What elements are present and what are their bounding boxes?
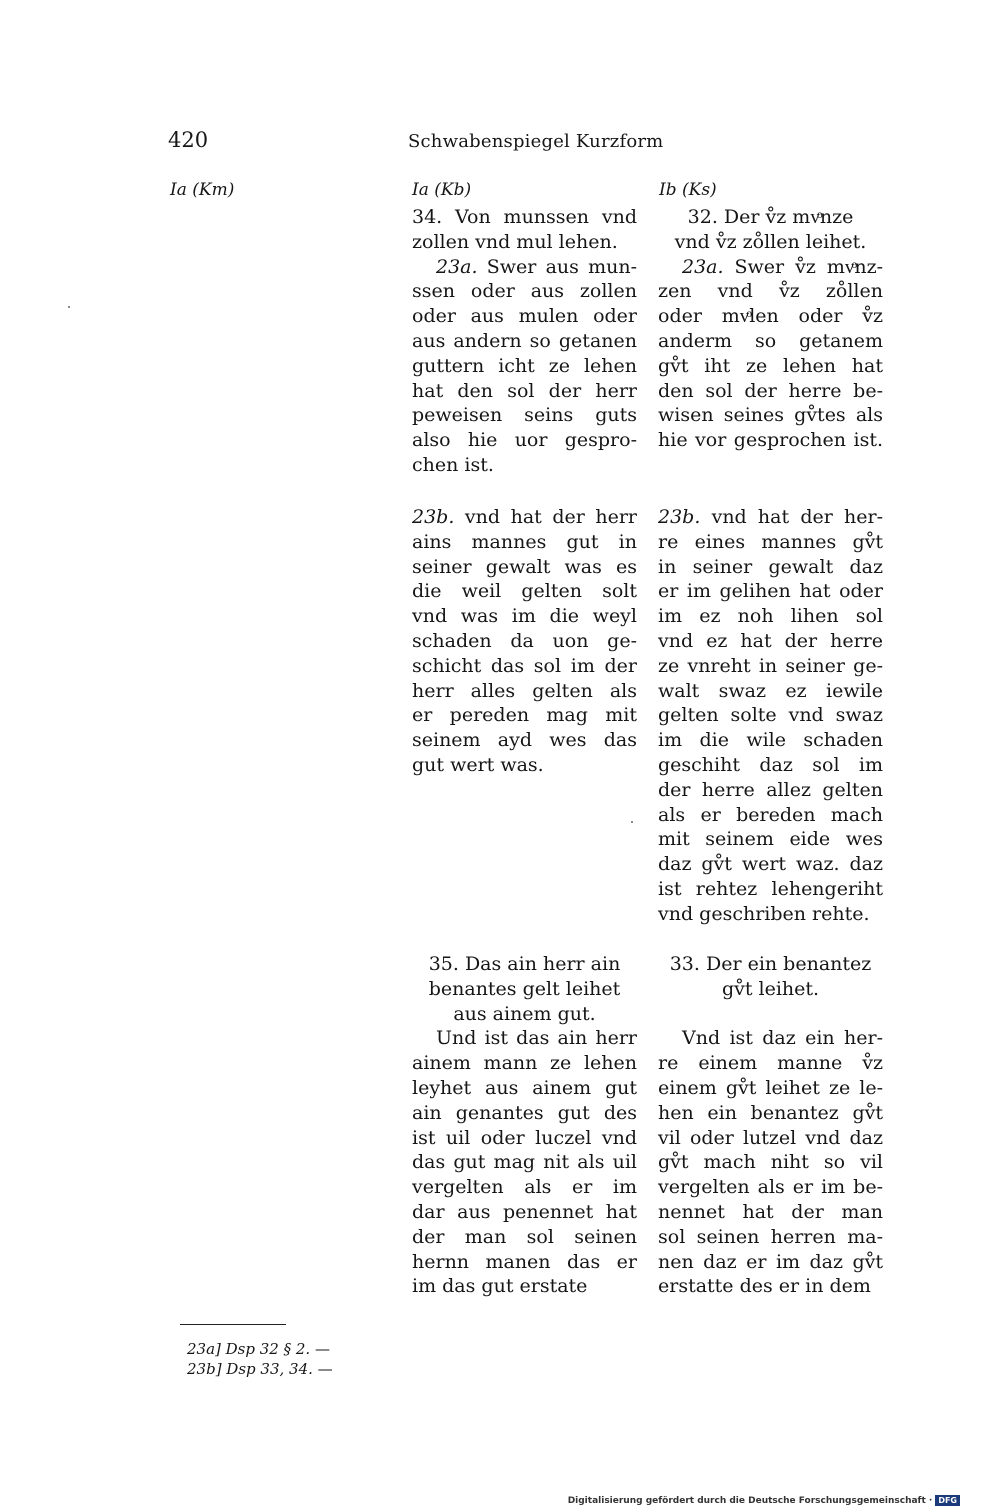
- text-line: den sol der herre be-: [658, 379, 883, 402]
- ks-section-33: [658, 952, 883, 1299]
- kb-section-34: [412, 205, 637, 478]
- text-line: vnd geschriben rehte.: [658, 902, 870, 925]
- text-line: im das gut erstate: [412, 1275, 588, 1298]
- text-line: Swer aus mun-: [477, 255, 637, 278]
- text-line: das gut mag nit als uil: [412, 1151, 637, 1174]
- text-line: erstatte des er in dem: [658, 1275, 871, 1298]
- text-line: re eines mannes gv̊t: [658, 530, 883, 553]
- text-line: sol seinen herren ma-: [658, 1225, 883, 1248]
- paragraph-label: 23a.: [682, 255, 724, 278]
- text-line: schicht das sol im der: [412, 654, 637, 677]
- section-heading-line: 32. Der v̊z mvͦnze: [687, 206, 854, 228]
- text-line: vergelten als er im be-: [658, 1176, 883, 1199]
- digitization-notice-text: Digitalisierung gefördert durch die Deutsche Forschungsgemeinschaft ·: [567, 1496, 933, 1506]
- text-line: seinem ayd wes das: [412, 729, 637, 752]
- scan-speck: [68, 306, 70, 308]
- footnote: 23b] Dsp 33, 34. —: [187, 1360, 333, 1378]
- text-line: geschiht daz sol im: [658, 753, 883, 776]
- text-line: die weil gelten solt: [412, 580, 637, 603]
- text-line: leyhet aus ainem gut: [412, 1076, 637, 1099]
- text-line: daz gv̊t wert waz. daz: [658, 853, 883, 876]
- footnote-rule: [180, 1324, 286, 1325]
- text-line: anderm so getanem: [658, 329, 883, 352]
- text-line: nen daz er im daz gv̊t: [658, 1250, 883, 1273]
- section-heading-line: 34. Von munssen vnd: [412, 206, 637, 228]
- text-line: im die wile schaden: [658, 729, 883, 752]
- section-heading-line: aus ainem gut.: [453, 1002, 596, 1025]
- text-line: vil oder lutzel vnd daz: [658, 1126, 883, 1149]
- text-line: hie vor gesprochen ist.: [658, 429, 883, 452]
- text-line: schaden da uon ge-: [412, 629, 637, 652]
- text-line: guttern icht ze lehen: [412, 354, 637, 377]
- text-line: chen ist.: [412, 453, 494, 476]
- paragraph-label: 23b.: [412, 506, 455, 528]
- text-line: zen vnd v̊z zo̊llen: [658, 280, 883, 303]
- text-line: hernn manen das er: [412, 1250, 637, 1273]
- text-line: re einem manne v̊z: [658, 1052, 883, 1075]
- text-line: ain genantes gut des: [412, 1101, 637, 1124]
- text-line: also hie uor gespro-: [412, 429, 637, 452]
- text-line: gut wert was.: [412, 753, 544, 776]
- text-line: ssen oder aus zollen: [412, 280, 637, 303]
- text-line: wisen seines gv̊tes als: [658, 404, 883, 427]
- text-line: oder mvͦlen oder v̊z: [658, 305, 883, 328]
- text-line: als er bereden mach: [658, 803, 883, 826]
- text-line: ist rehtez lehengeriht: [658, 877, 883, 900]
- column-heading-km: Ia (Km): [170, 180, 235, 200]
- scan-speck: [631, 821, 633, 823]
- text-line: vnd hat der herr: [454, 506, 637, 528]
- text-line: hen ein benantez gv̊t: [658, 1101, 883, 1124]
- text-line: einem gv̊t leihet ze le-: [658, 1076, 883, 1099]
- column-heading-ks: Ib (Ks): [659, 180, 717, 200]
- section-heading-line: zollen vnd mul lehen.: [412, 230, 618, 253]
- text-line: peweisen seins guts: [412, 404, 637, 427]
- text-line: vnd ez hat der herre: [658, 629, 883, 652]
- footnote: 23a] Dsp 32 § 2. —: [187, 1340, 330, 1358]
- text-line: vergelten als er im: [412, 1176, 637, 1199]
- paragraph-label: 23a.: [436, 255, 478, 278]
- text-line: aus andern so getanen: [412, 329, 637, 352]
- dfg-logo: DFG: [935, 1495, 960, 1506]
- text-line: herr alles gelten als: [412, 679, 637, 702]
- text-line: seiner gewalt was es: [412, 555, 637, 578]
- text-line: walt swaz ez iewile: [658, 679, 883, 702]
- section-heading-line: 33. Der ein benantez: [669, 953, 872, 975]
- text-line: oder aus mulen oder: [412, 305, 637, 328]
- section-heading-line: benantes gelt leihet: [428, 977, 621, 1000]
- section-heading-line: 35. Das ain herr ain: [428, 953, 621, 975]
- text-line: Vnd ist daz ein her-: [682, 1027, 883, 1050]
- text-line: vnd was im die weyl: [412, 605, 637, 628]
- text-line: der man sol seinen: [412, 1225, 637, 1248]
- text-line: er pereden mag mit: [412, 704, 637, 727]
- text-line: nennet hat der man: [658, 1200, 883, 1223]
- text-line: der herre allez gelten: [658, 778, 883, 801]
- text-line: gelten solte vnd swaz: [658, 704, 883, 727]
- section-heading-line: gv̊t leihet.: [721, 977, 820, 1000]
- text-line: in seiner gewalt daz: [658, 555, 883, 578]
- text-line: ains mannes gut in: [412, 530, 637, 553]
- text-line: gv̊t iht ze lehen hat: [658, 354, 883, 377]
- kb-section-35: [412, 952, 637, 1299]
- text-line: dar aus penennet hat: [412, 1200, 637, 1223]
- text-line: er im gelihen hat oder: [658, 580, 883, 603]
- text-line: ist uil oder luczel vnd: [412, 1126, 637, 1149]
- text-line: mit seinem eide wes: [658, 828, 883, 851]
- kb-paragraph-23b: [412, 505, 637, 778]
- page-number: 420: [168, 128, 209, 152]
- ks-paragraph-23b: [658, 505, 883, 927]
- blank-line: [658, 1002, 883, 1027]
- text-line: Swer v̊z mvͦnz-: [723, 255, 883, 278]
- text-line: ainem mann ze lehen: [412, 1052, 637, 1075]
- paragraph-label: 23b.: [658, 506, 701, 528]
- section-heading-line: vnd v̊z zo̊llen leihet.: [674, 230, 867, 253]
- text-line: Und ist das ain herr: [436, 1027, 637, 1050]
- text-line: hat den sol der herr: [412, 379, 637, 402]
- running-title: Schwabenspiegel Kurzform: [408, 131, 664, 152]
- column-heading-kb: Ia (Kb): [412, 180, 472, 200]
- text-line: ze vnreht in seiner ge-: [658, 654, 883, 677]
- digitization-notice: [568, 1495, 960, 1506]
- text-line: vnd hat der her-: [700, 506, 883, 528]
- ks-section-32: [658, 205, 883, 453]
- text-line: im ez noh lihen sol: [658, 605, 883, 628]
- text-line: gv̊t mach niht so vil: [658, 1151, 883, 1174]
